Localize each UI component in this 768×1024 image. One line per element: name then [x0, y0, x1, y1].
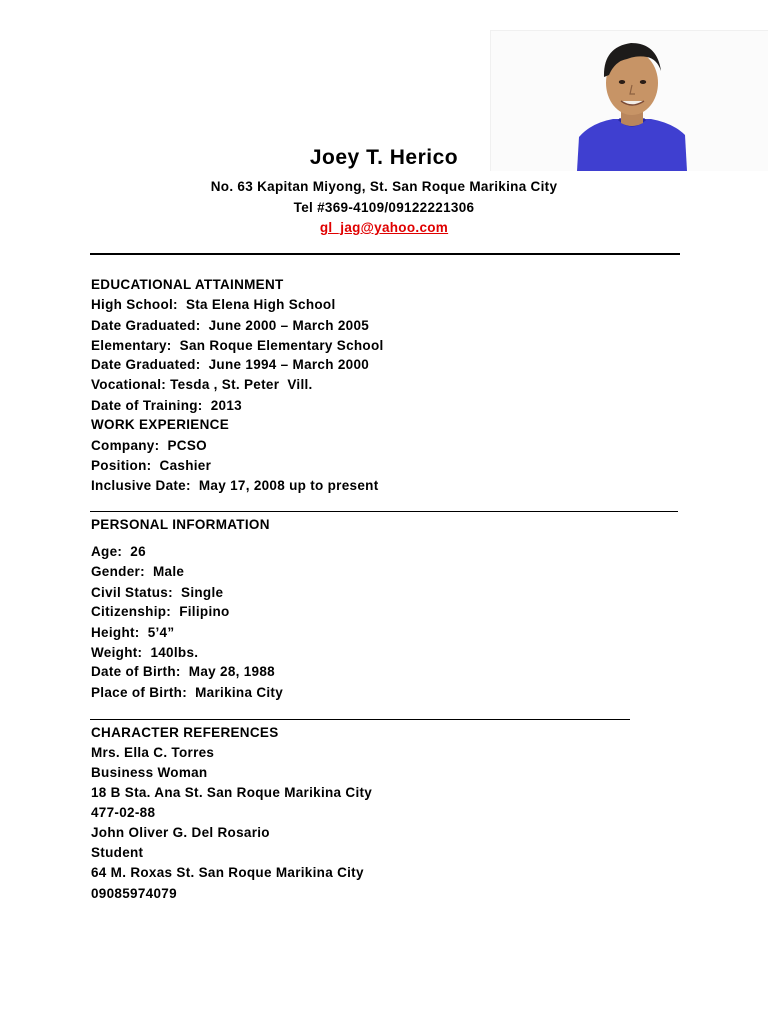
education-line: Vocational: Tesda , St. Peter Vill. — [91, 377, 313, 392]
section-divider — [90, 511, 678, 512]
education-line: Date Graduated: June 2000 – March 2005 — [91, 318, 370, 333]
education-line: Date of Training: 2013 — [91, 398, 242, 413]
resume-name: Joey T. Herico — [309, 146, 459, 169]
personal-line: Place of Birth: Marikina City — [91, 685, 284, 700]
education-heading: EDUCATIONAL ATTAINMENT — [91, 277, 284, 292]
personal-line: Age: 26 — [91, 544, 146, 559]
work-line: Position: Cashier — [91, 458, 212, 473]
personal-line: Civil Status: Single — [91, 585, 224, 600]
telephone-line: Tel #369-4109/09122221306 — [293, 200, 475, 215]
email-link[interactable]: gl_jag@yahoo.com — [319, 220, 449, 235]
education-line: High School: Sta Elena High School — [91, 297, 336, 312]
reference-line: Student — [91, 845, 144, 860]
reference-line: 18 B Sta. Ana St. San Roque Marikina City — [91, 785, 373, 800]
email-line — [0, 220, 768, 235]
personal-line: Height: 5’4” — [91, 625, 175, 640]
personal-heading: PERSONAL INFORMATION — [91, 517, 270, 532]
reference-line: 477-02-88 — [91, 805, 156, 820]
work-line: Company: PCSO — [91, 438, 207, 453]
personal-line: Gender: Male — [91, 564, 185, 579]
header-divider — [90, 253, 680, 255]
references-heading: CHARACTER REFERENCES — [91, 725, 279, 740]
reference-line: 09085974079 — [91, 886, 177, 901]
address-line: No. 63 Kapitan Miyong, St. San Roque Marikina City — [210, 179, 558, 194]
reference-line: Mrs. Ella C. Torres — [91, 745, 215, 760]
personal-line: Weight: 140lbs. — [91, 645, 199, 660]
work-line: Inclusive Date: May 17, 2008 up to present — [91, 478, 379, 493]
section-divider — [90, 719, 630, 720]
personal-line: Citizenship: Filipino — [91, 604, 230, 619]
reference-line: John Oliver G. Del Rosario — [91, 825, 270, 840]
education-line: Elementary: San Roque Elementary School — [91, 338, 384, 353]
reference-line: 64 M. Roxas St. San Roque Marikina City — [91, 865, 364, 880]
reference-line: Business Woman — [91, 765, 208, 780]
work-heading: WORK EXPERIENCE — [91, 417, 230, 432]
education-line: Date Graduated: June 1994 – March 2000 — [91, 357, 370, 372]
personal-line: Date of Birth: May 28, 1988 — [91, 664, 275, 679]
